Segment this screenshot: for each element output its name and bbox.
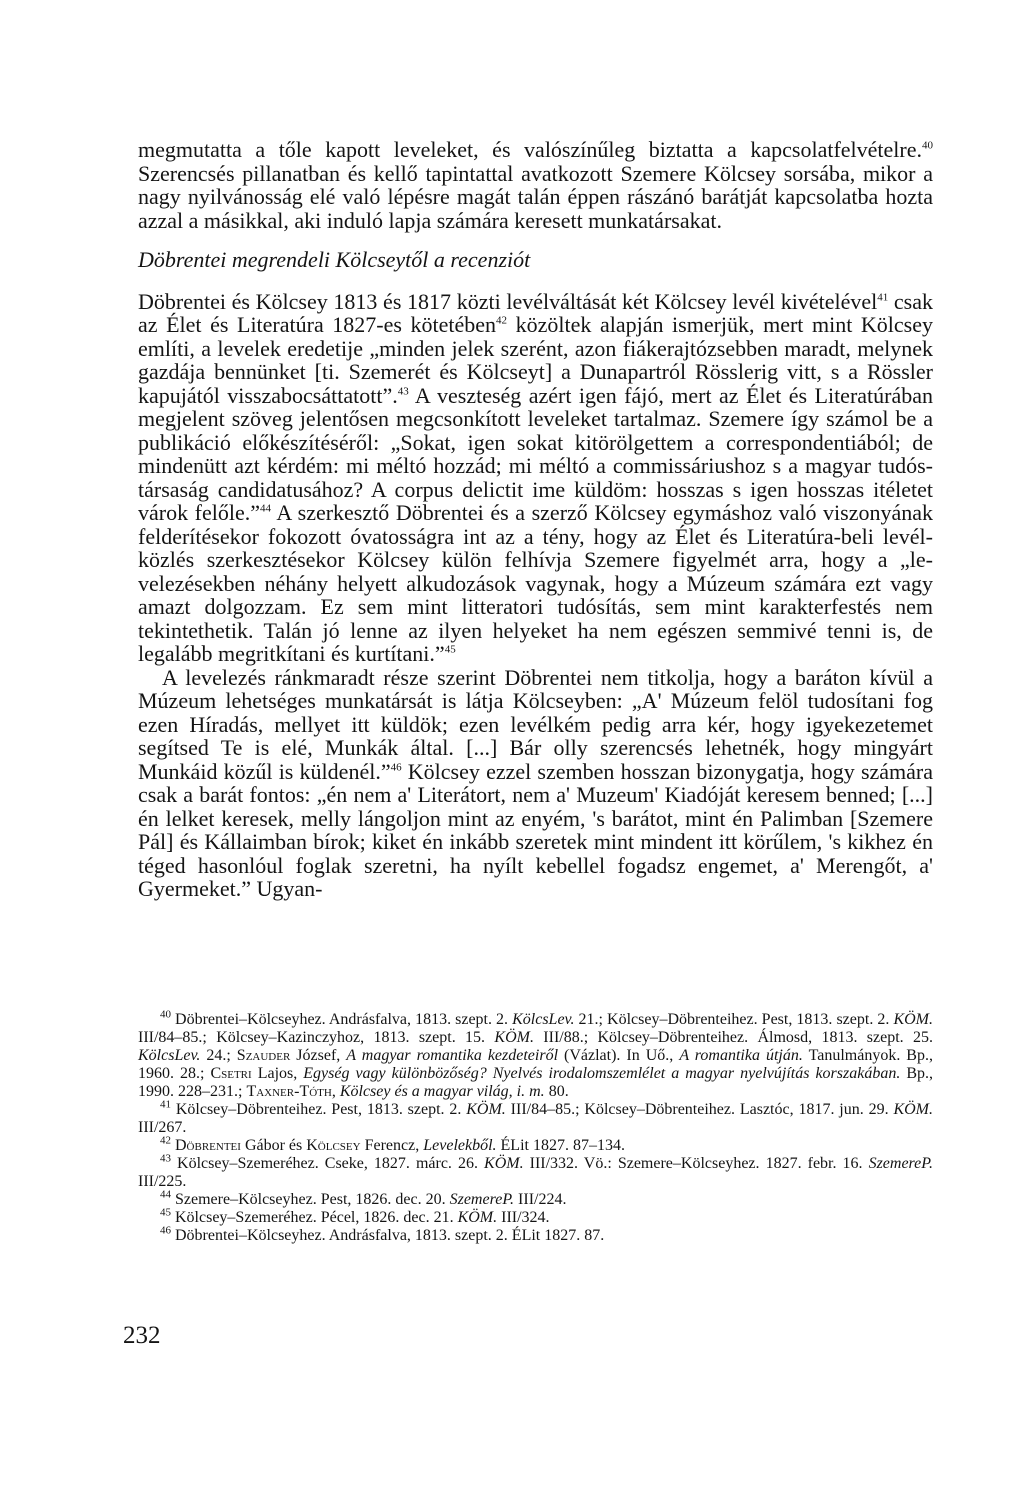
footnote-marker: 41 (160, 1098, 171, 1111)
text-run: ÉLit 1827. 87–134. (496, 1137, 625, 1154)
italic-text: Levelekből. (423, 1137, 497, 1154)
italic-text: KÖM. (484, 1155, 524, 1172)
text-run: csak az Élet és Literatúra 1827-es kötetében (138, 288, 933, 337)
text-run: Kölcsey ezzel szemben hosszan bizonygatja, hogy számára csak a barát fontos: „én nem a' Literátort, nem a' Muzeum' Kiadóját keresem benned; [...] én lelket keresek, melly lángoljon mint az enyém, 's barátot, mint én Palimban [Szemere Pál] és Kállaimban bírok; kiket én inkább szeretek mint mindent itt körűlem, 's kikhez én téged hasonlóul foglak szeretni, ha nyílt kebellel fogadsz engemet, a' Merengőt, a' Gyermeket.” Ugyan- (138, 758, 933, 901)
text-run: III/88.; Kölcsey–Döbrenteihez. Álmosd, 1813. szept. 25. (533, 1029, 934, 1046)
footnote-marker: 44 (160, 1188, 171, 1201)
text-run: 24.; (200, 1047, 237, 1064)
italic-text: A romantika útján. (679, 1047, 803, 1064)
footnote-marker: 41 (877, 291, 889, 304)
footnote (138, 1224, 933, 1245)
text-run: Tanulmányok. Bp., 1960. 28.; (138, 1047, 933, 1082)
footnote-marker: 45 (160, 1206, 171, 1219)
italic-text: KölcsLev. (138, 1047, 201, 1064)
main-text (138, 138, 933, 901)
text-run: A veszteség azért igen fájó, mert az Élet és Literatúrában megjelent szöveg jelentősen megcsonkított leveleket tartalmaz. Szemere így számol be a publikáció előkészítéséről: „Sokat, igen sokat kitörölgettem a correspondentiából; de mindenütt azt kérdém: mi méltó hozzád; mi méltó a commissáriushoz s a magyar tudós-társaság candidatusához? A corpus delictit ime küldöm: hosszas s igen hosszas itéletet várok felőle.” (138, 382, 934, 525)
text-run: Döbrentei–Kölcseyhez. Andrásfalva, 1813. szept. 2. ÉLit 1827. 87. (171, 1227, 605, 1244)
footnote-marker: 46 (160, 1224, 171, 1237)
text-run: A levelezés ránkmaradt része szerint Döbrentei nem titkolja, hogy a baráton kívül a Múzeum lehetséges munkatársát is látja Kölcseyben: „A' Múzeum felöl tudosítani fog ezen Híradás, mellyet itt küldök; ezen levélkém pedig arra kér, hogy igyekezetemet segítsed Te is elé, Munkák által. [...] Bár olly szerencsés lehetnék, hogy mingyárt Munkáid közűl is küldenél.” (138, 664, 933, 784)
footnote (138, 1152, 933, 1191)
italic-text: KÖM. (893, 1011, 933, 1028)
footnote-marker: 42 (496, 314, 508, 327)
text-run: 21.; Kölcsey–Döbrenteihez. Pest, 1813. szept. 2. (574, 1011, 894, 1028)
paragraph (138, 666, 933, 901)
page-number: 232 (123, 1322, 161, 1349)
text-run: József, (290, 1047, 347, 1064)
footnote-marker: 43 (397, 385, 409, 398)
text-run: III/332. Vö.: Szemere–Kölcseyhez. 1827. febr. 16. (523, 1155, 869, 1172)
footnote-marker: 40 (160, 1008, 171, 1021)
paragraph (138, 290, 933, 666)
text-run: Szerencsés pillanatban és kellő tapintattal avatkozott Szemere Kölcsey sorsába, mikor a nagy nyilvánosság elé való lépésre magát talán éppen rászánó barátját kapcsolatba hozta azzal a másikkal, aki induló lapja számára keresett munkatársakat. (138, 160, 933, 233)
text-run: Döbrentei megrendeli Kölcseytől a recenziót (138, 247, 531, 272)
text-run: Gábor és (240, 1137, 307, 1154)
text-run: Döbrentei–Kölcseyhez. Andrásfalva, 1813. szept. 2. (171, 1011, 513, 1028)
text-run: közöltek alapján ismerjük, mert mint Kölcsey említi, a levelek eredetije „minden jelek szerént, azon fiákerajtózsebben maradt, melynek gazdája bennünket [ti. Szemerét és Kölcseyt] a Dunapartról Rösslerig vitt, s a Rössler kapujától visszabocsáttatott”. (138, 312, 933, 408)
text-run: III/84–85.; Kölcsey–Döbrenteihez. Lasztóc, 1817. jun. 29. (505, 1101, 894, 1118)
text-run: 80. (544, 1083, 569, 1100)
text-run: III/84–85.; Kölcsey–Kazinczyhoz, 1813. szept. 15. (138, 1029, 495, 1046)
footnote (138, 1134, 933, 1155)
text-run: III/324. (497, 1209, 550, 1226)
italic-text: A magyar romantika kezdeteiről (346, 1047, 559, 1064)
footnote-marker: 45 (444, 643, 456, 656)
text-run: III/224. (514, 1191, 567, 1208)
section-heading (138, 248, 933, 272)
italic-text: KÖM. (893, 1101, 933, 1118)
footnote-marker: 43 (160, 1152, 171, 1165)
author-name: Taxner-Tóth (246, 1083, 332, 1100)
footnote (138, 1206, 933, 1227)
author-name: Szauder (236, 1047, 291, 1064)
text-run: Döbrentei és Kölcsey 1813 és 1817 közti levélváltását két Kölcsey levél kivételével (138, 288, 878, 314)
text-run: Bp., 1990. 228–231.; (138, 1065, 934, 1100)
author-name: Csetri (210, 1065, 252, 1082)
footnote (138, 1188, 933, 1209)
text-run: Lajos, (251, 1065, 304, 1082)
italic-text: KÖM. (494, 1029, 534, 1046)
text-run: Szemere–Kölcseyhez. Pest, 1826. dec. 20. (171, 1191, 450, 1208)
text-run: A szerkesztő Döbrentei és a szerző Kölcsey egymáshoz való viszonyának felderítésekor fokozott óvatosságra int az a tény, hogy az Élet és Literatúra-beli levélközlés szerkesztésekor Kölcsey külön felhívja Szemere figyelmét arra, hogy a „levelezésekben néhány helyett alkudozások vagynak, hogy a Múzeum számára ezt vagy amazt dolgozzam. Ez sem mint litteratori tudósítás, sem mint karakterfestés nem tekintethetik. Talán jó lenne az ilyen helyeket ha nem egészen semmivé tenni is, de legalább megritkítani és kurtítani.” (138, 500, 933, 666)
text-run: , (331, 1083, 340, 1100)
author-name: Döbrentei (175, 1137, 241, 1154)
italic-text: Egység vagy különbözőség? Nyelvés irodalomszemlélet a magyar nyelvújítás korszakában. (303, 1065, 901, 1082)
footnote-marker: 40 (922, 139, 933, 152)
footnotes (138, 1008, 934, 1245)
text-run: III/225. (138, 1173, 187, 1190)
footnote-marker: 44 (260, 502, 272, 515)
footnote (138, 1008, 934, 1101)
text-run: Ferencz, (360, 1137, 424, 1154)
text-run: Kölcsey–Szemeréhez. Cseke, 1827. márc. 26. (171, 1155, 485, 1172)
author-name: Kölcsey (306, 1137, 361, 1154)
footnote (138, 1098, 933, 1137)
italic-text: KÖM. (466, 1101, 506, 1118)
footnote-marker: 42 (160, 1134, 171, 1147)
italic-text: SzemereP. (449, 1191, 515, 1208)
text-run: Kölcsey–Döbrenteihez. Pest, 1813. szept. 2. (171, 1101, 467, 1118)
italic-text: KölcsLev. (512, 1011, 575, 1028)
italic-text: Kölcsey és a magyar világ, i. m. (339, 1083, 545, 1100)
text-run: III/267. (138, 1119, 187, 1136)
text-run: (Vázlat). In Uő., (558, 1047, 680, 1064)
italic-text: KÖM. (457, 1209, 498, 1226)
text-run: Kölcsey–Szemeréhez. Pécel, 1826. dec. 21. (171, 1209, 458, 1226)
italic-text: SzemereP. (868, 1155, 933, 1172)
paragraph (138, 138, 933, 232)
text-run: megmutatta a tőle kapott leveleket, és valószínűleg biztatta a kapcsolatfelvételre. (138, 137, 922, 162)
footnote-marker: 46 (390, 761, 402, 774)
